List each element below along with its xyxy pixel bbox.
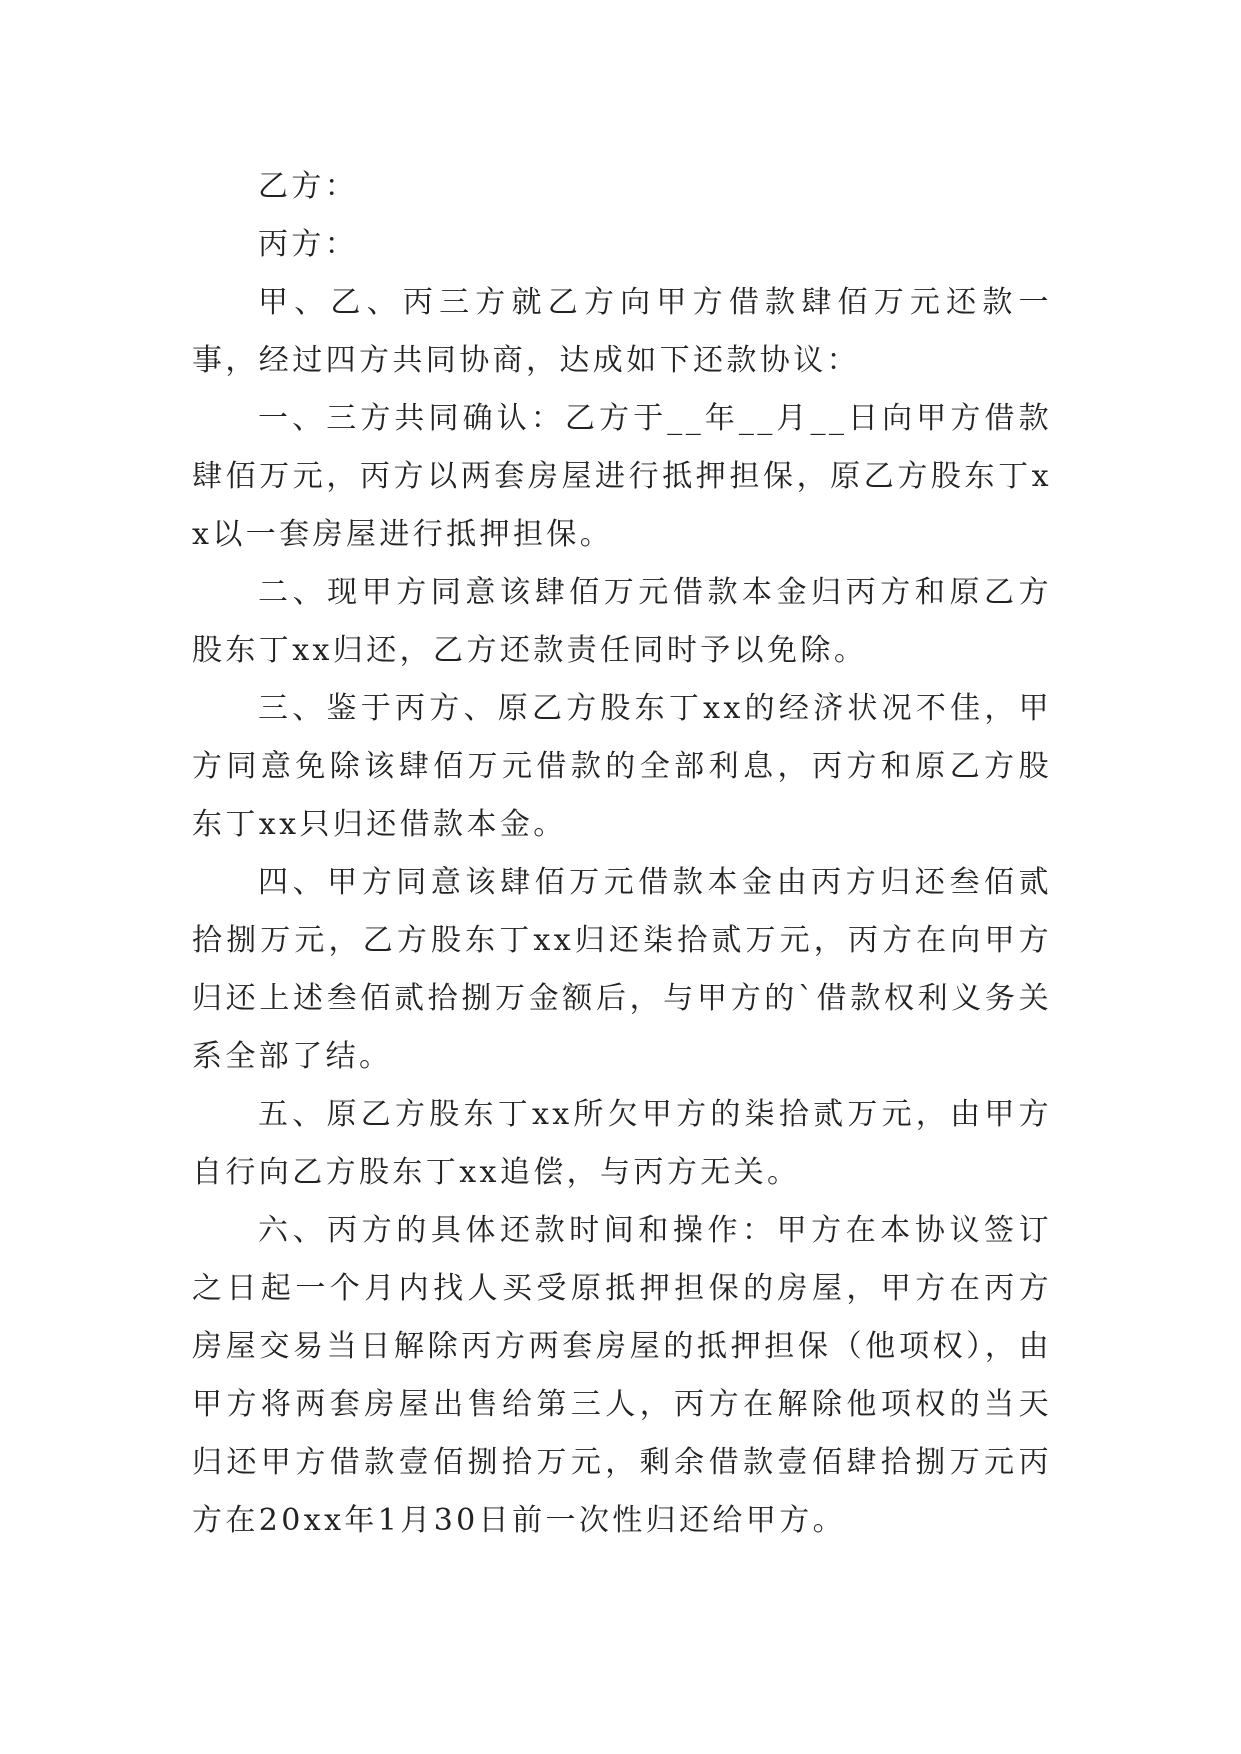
document-body (192, 158, 1052, 1550)
clause-2: 二、现甲方同意该肆佰万元借款本金归丙方和原乙方股东丁xx归还，乙方还款责任同时予以免除。 (192, 575, 1052, 668)
party-b-line: 乙方： (258, 169, 359, 204)
clause-1: 一、三方共同确认：乙方于__年__月__日向甲方借款肆佰万元，丙方以两套房屋进行抵押担保，原乙方股东丁xx以一套房屋进行抵押担保。 (192, 401, 1052, 552)
clause-4: 四、甲方同意该肆佰万元借款本金由丙方归还叁佰贰拾捌万元，乙方股东丁xx归还柒拾贰万元，丙方在向甲方归还上述叁佰贰拾捌万金额后，与甲方的`借款权利义务关系全部了结。 (192, 865, 1052, 1074)
preamble-paragraph: 甲、乙、丙三方就乙方向甲方借款肆佰万元还款一事，经过四方共同协商，达成如下还款协议： (192, 285, 1052, 378)
clause-5: 五、原乙方股东丁xx所欠甲方的柒拾贰万元，由甲方自行向乙方股东丁xx追偿，与丙方无关。 (192, 1097, 1052, 1190)
clause-3: 三、鉴于丙方、原乙方股东丁xx的经济状况不佳，甲方同意免除该肆佰万元借款的全部利息，丙方和原乙方股东丁xx只归还借款本金。 (192, 691, 1052, 842)
party-c-line: 丙方： (258, 227, 359, 262)
clause-6: 六、丙方的具体还款时间和操作：甲方在本协议签订之日起一个月内找人买受原抵押担保的房屋，甲方在丙方房屋交易当日解除丙方两套房屋的抵押担保（他项权），由甲方将两套房屋出售给第三人，丙方在解除他项权的当天归还甲方借款壹佰捌拾万元，剩余借款壹佰肆拾捌万元丙方在20xx年1月30日前一次性归还给甲方。 (192, 1213, 1052, 1538)
